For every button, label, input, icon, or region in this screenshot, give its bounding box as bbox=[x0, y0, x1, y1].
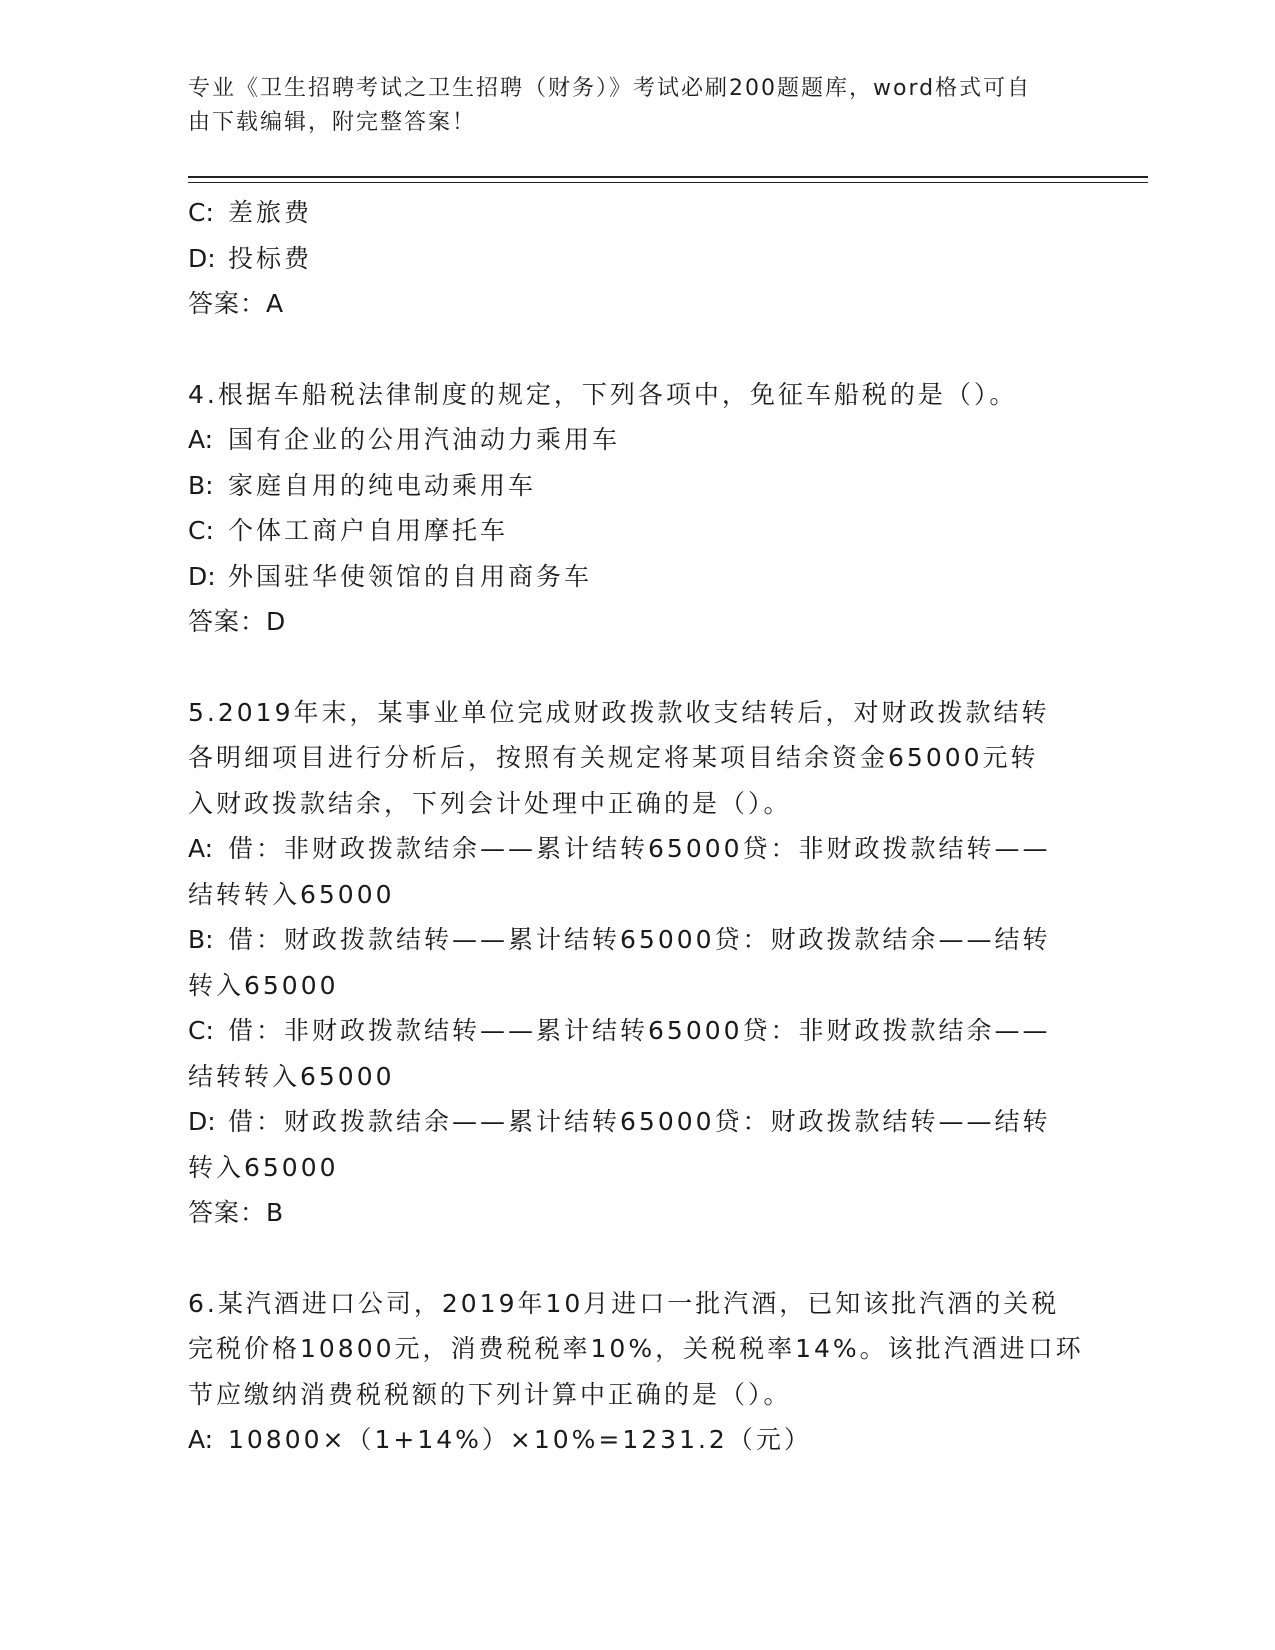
question-stem-line-2: 各明细项目进行分析后，按照有关规定将某项目结余资金65000元转 bbox=[188, 743, 1039, 772]
header-line-2: 由下载编辑，附完整答案！ bbox=[188, 110, 477, 135]
option-c: C: 借：非财政拨款结转——累计结转65000贷：非财政拨款结余—— bbox=[188, 1016, 1051, 1045]
answer-line: 答案：A bbox=[188, 289, 285, 318]
option-a: A: 借：非财政拨款结余——累计结转65000贷：非财政拨款结转—— bbox=[188, 834, 1051, 863]
question-6 bbox=[188, 1281, 1088, 1463]
option-d: D: 外国驻华使领馆的自用商务车 bbox=[188, 561, 593, 591]
question-stem-line-3: 节应缴纳消费税税额的下列计算中正确的是（）。 bbox=[188, 1379, 792, 1409]
answer-line: 答案：B bbox=[188, 1198, 285, 1227]
option-d: D: 借：财政拨款结余——累计结转65000贷：财政拨款结转——结转 bbox=[188, 1107, 1051, 1136]
option-c: C: 个体工商户自用摩托车 bbox=[188, 516, 509, 545]
answer-line: 答案：D bbox=[188, 607, 287, 636]
option-d-continued: 转入65000 bbox=[188, 1152, 339, 1182]
question-5 bbox=[188, 690, 1088, 1236]
option-b: B: 家庭自用的纯电动乘用车 bbox=[188, 470, 537, 500]
option-a: A: 10800×（1+14%）×10%=1231.2（元） bbox=[188, 1425, 812, 1454]
option-b: B: 借：财政拨款结转——累计结转65000贷：财政拨款结余——结转 bbox=[188, 925, 1051, 954]
question-content bbox=[188, 190, 1088, 1463]
question-4 bbox=[188, 372, 1088, 645]
option-a: A: 国有企业的公用汽油动力乘用车 bbox=[188, 425, 621, 454]
question-stem-line-1: 6.某汽酒进口公司，2019年10月进口一批汽酒，已知该批汽酒的关税 bbox=[188, 1288, 1060, 1318]
option-a-continued: 结转转入65000 bbox=[188, 879, 395, 909]
option-c-continued: 结转转入65000 bbox=[188, 1061, 395, 1091]
question-stem-line-2: 完税价格10800元，消费税税率10%，关税税率14%。该批汽酒进口环 bbox=[188, 1334, 1084, 1363]
question-3-tail bbox=[188, 190, 1088, 327]
header-divider-thin bbox=[188, 182, 1148, 183]
option-c: C: 差旅费 bbox=[188, 198, 313, 227]
page-header bbox=[188, 72, 1068, 140]
header-divider-thick bbox=[188, 176, 1148, 178]
question-stem: 4.根据车船税法律制度的规定，下列各项中，免征车船税的是（）。 bbox=[188, 379, 1018, 409]
header-line-1: 专业《卫生招聘考试之卫生招聘（财务）》考试必刷200题题库，word格式可自 bbox=[188, 76, 1032, 101]
option-d: D: 投标费 bbox=[188, 243, 313, 273]
question-stem-line-3: 入财政拨款结余，下列会计处理中正确的是（）。 bbox=[188, 788, 792, 818]
question-stem-line-1: 5.2019年末，某事业单位完成财政拨款收支结转后，对财政拨款结转 bbox=[188, 697, 1050, 727]
option-b-continued: 转入65000 bbox=[188, 970, 339, 1000]
